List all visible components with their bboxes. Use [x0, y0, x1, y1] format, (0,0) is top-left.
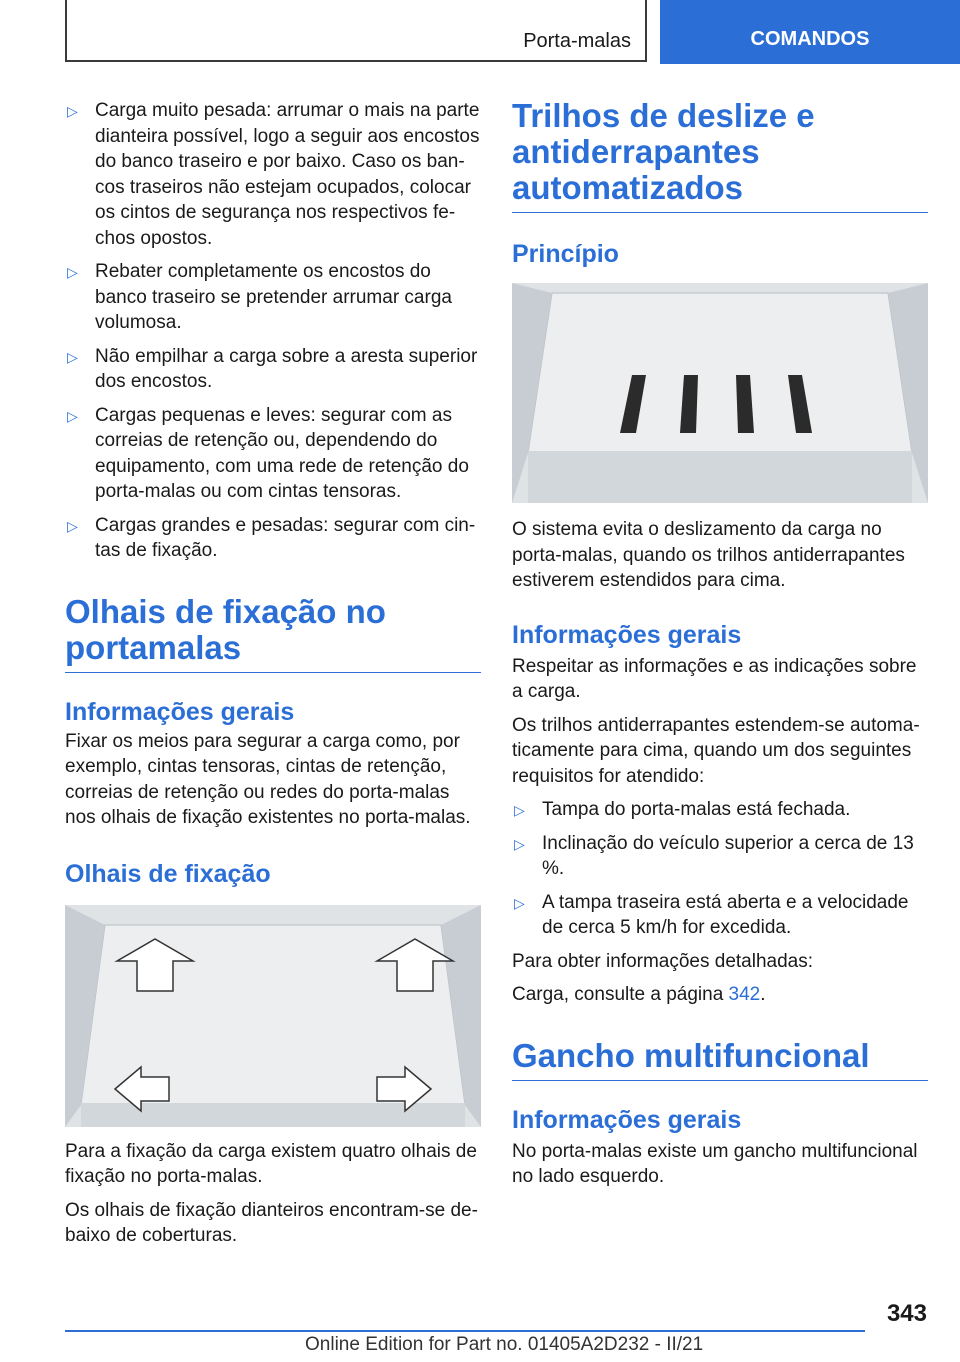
paragraph-general-info: Fixar os meios para segurar a carga como, por exemplo, cintas tensoras, cintas de retenção, correias de retenção ou redes do porta-malas nos olhais de fixação existentes no porta-malas.	[65, 730, 471, 828]
list-item: ▷ Cargas grandes e pesadas: segurar com cintas de fixação.	[67, 514, 476, 561]
triangle-bullet-icon: ▷	[67, 264, 78, 280]
right-column	[512, 98, 928, 1198]
edition-footer: Online Edition for Part no. 01405A2D232 - II/21	[305, 1334, 704, 1355]
list-item: ▷ Cargas pequenas e leves: segurar com as correias de retenção ou, dependendo do equipamento, com uma rede de retenção do porta-malas ou com cintas tensoras.	[67, 404, 469, 502]
paragraph-front-eyes: Os olhais de fixação dianteiros encontram-se debaixo de coberturas.	[65, 1199, 478, 1246]
paragraph-four-eyes: Para a fixação da carga existem quatro olhais de fixação no porta-malas.	[65, 1140, 477, 1187]
conditions-bullet-list	[512, 797, 928, 941]
subheading-general-info: Informações gerais	[65, 697, 295, 726]
page-reference-link[interactable]: 342	[728, 984, 761, 1005]
chapter-tab: COMANDOS	[660, 0, 960, 64]
subheading-lashing-eyes: Olhais de fixação	[65, 859, 271, 888]
subheading-general-info-hook: Informações gerais	[512, 1105, 742, 1134]
loading-bullet-list	[65, 98, 481, 564]
lashing-eyes-photo	[65, 905, 481, 1127]
paragraph-page-ref: Carga, consulte a página 342.	[512, 984, 766, 1005]
paragraph-auto-extend: Os trilhos antiderrapantes estendem-se automaticamente para cima, quando um dos seguintes requisitos for atendido:	[512, 714, 920, 787]
paragraph-respect-info: Respeitar as informações e as indicações sobre a carga.	[512, 655, 917, 702]
list-item: ▷ A tampa traseira está aberta e a velocidade de cerca 5 km/h for excedida.	[514, 891, 909, 938]
paragraph-hook: No porta-malas existe um gancho multifuncional no lado esquerdo.	[512, 1140, 918, 1187]
paragraph-principle: O sistema evita o deslizamento da carga no porta-malas, quando os trilhos antiderrapantes estiverem estendidos para cima.	[512, 519, 905, 591]
list-item: ▷ Tampa do porta-malas está fechada.	[512, 797, 928, 823]
left-column	[65, 98, 481, 1257]
triangle-bullet-icon: ▷	[514, 894, 525, 911]
list-item: ▷ Inclinação do veículo superior a cerca de 13 %.	[514, 832, 914, 879]
list-item: ▷ Não empilhar a carga sobre a aresta superior dos encostos.	[67, 345, 478, 392]
footer-divider	[65, 1330, 865, 1332]
triangle-bullet-icon: ▷	[67, 407, 78, 424]
triangle-bullet-icon: ▷	[67, 103, 78, 119]
heading-lashing-eyes: Olhais de fixação no portamalas	[65, 594, 481, 673]
anti-slip-rails-photo	[512, 283, 928, 503]
subheading-general-info-rails: Informações gerais	[512, 620, 742, 649]
trunk-illustration	[65, 905, 481, 1127]
heading-multifunction-hook: Gancho multifuncional	[512, 1038, 928, 1081]
paragraph-more-info: Para obter informações detalhadas:	[512, 950, 814, 972]
heading-anti-slip-rails: Trilhos de deslize e antiderrapantes automatizados	[512, 98, 928, 213]
triangle-bullet-icon: ▷	[67, 517, 78, 534]
list-item: ▷ Carga muito pesada: arrumar o mais na parte dianteira possível, logo a seguir aos encostos do banco traseiro e por baixo. Caso os bancos traseiros não estejam ocupados, colocar os cintos de segurança nos respectivos fechos opostos.	[67, 100, 480, 249]
page-number: 343	[886, 1300, 927, 1327]
header-section-box	[65, 0, 647, 62]
rails-illustration	[512, 283, 928, 503]
triangle-bullet-icon: ▷	[514, 802, 525, 818]
subheading-principle: Princípio	[512, 240, 619, 268]
triangle-bullet-icon: ▷	[67, 348, 78, 365]
list-item: ▷ Rebater completamente os encostos do banco traseiro se pretender arrumar carga volumosa.	[67, 261, 452, 333]
triangle-bullet-icon: ▷	[514, 835, 525, 852]
section-title: Porta-malas	[523, 30, 631, 52]
